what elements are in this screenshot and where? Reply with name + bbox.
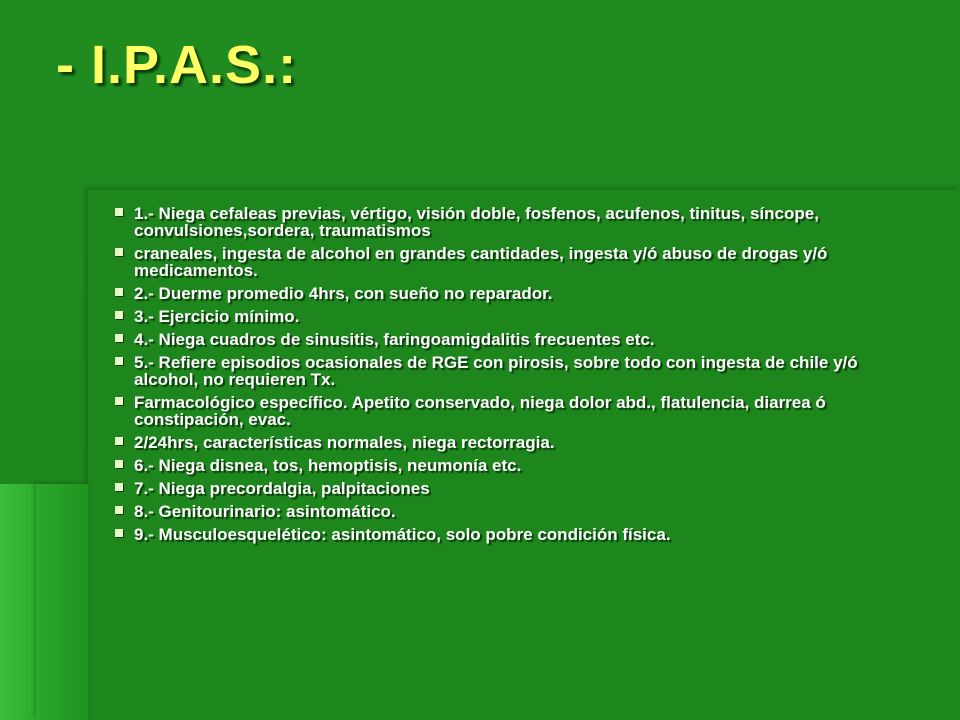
bullet-text: Farmacológico específico. Apetito conservado, niega dolor abd., flatulencia, diarrea ó constipación, evac. [134, 393, 826, 429]
square-bullet-icon [115, 397, 123, 405]
bullet-item [112, 354, 912, 388]
square-bullet-icon [115, 529, 123, 537]
bullet-item [112, 245, 912, 279]
bullet-text: 3.- Ejercicio mínimo. [134, 307, 300, 326]
square-bullet-icon [115, 506, 123, 514]
decorative-panel-edge [0, 484, 36, 720]
square-bullet-icon [115, 357, 123, 365]
square-bullet-icon [115, 460, 123, 468]
bullet-text: 8.- Genitourinario: asintomático. [134, 502, 396, 521]
decorative-panel-left [36, 484, 88, 720]
bullet-item [112, 526, 912, 543]
square-bullet-icon [115, 288, 123, 296]
bullet-item [112, 331, 912, 348]
bullet-item [112, 394, 912, 428]
bullet-list [112, 205, 912, 549]
bullet-text: 2/24hrs, características normales, niega rectorragia. [134, 433, 555, 452]
bullet-text: craneales, ingesta de alcohol en grandes cantidades, ingesta y/ó abuso de drogas y/ó medicamentos. [134, 244, 828, 280]
square-bullet-icon [115, 483, 123, 491]
bullet-text: 1.- Niega cefaleas previas, vértigo, visión doble, fosfenos, acufenos, tinitus, síncope, convulsiones,sordera, traumatismos [134, 204, 819, 240]
bullet-text: 5.- Refiere episodios ocasionales de RGE con pirosis, sobre todo con ingesta de chile y/ó alcohol, no requieren Tx. [134, 353, 858, 389]
bullet-item [112, 434, 912, 451]
square-bullet-icon [115, 437, 123, 445]
square-bullet-icon [115, 248, 123, 256]
bullet-item [112, 285, 912, 302]
bullet-text: 7.- Niega precordalgia, palpitaciones [134, 479, 430, 498]
bullet-text: 2.- Duerme promedio 4hrs, con sueño no reparador. [134, 284, 553, 303]
bullet-item [112, 480, 912, 497]
bullet-text: 4.- Niega cuadros de sinusitis, faringoamigdalitis frecuentes etc. [134, 330, 655, 349]
bullet-item [112, 205, 912, 239]
bullet-item [112, 457, 912, 474]
bullet-text: 6.- Niega disnea, tos, hemoptisis, neumonía etc. [134, 456, 522, 475]
square-bullet-icon [115, 334, 123, 342]
slide-title: - I.P.A.S.: [56, 35, 298, 95]
bullet-text: 9.- Musculoesquelético: asintomático, solo pobre condición física. [134, 525, 671, 544]
bullet-item [112, 503, 912, 520]
square-bullet-icon [115, 208, 123, 216]
square-bullet-icon [115, 311, 123, 319]
bullet-item [112, 308, 912, 325]
